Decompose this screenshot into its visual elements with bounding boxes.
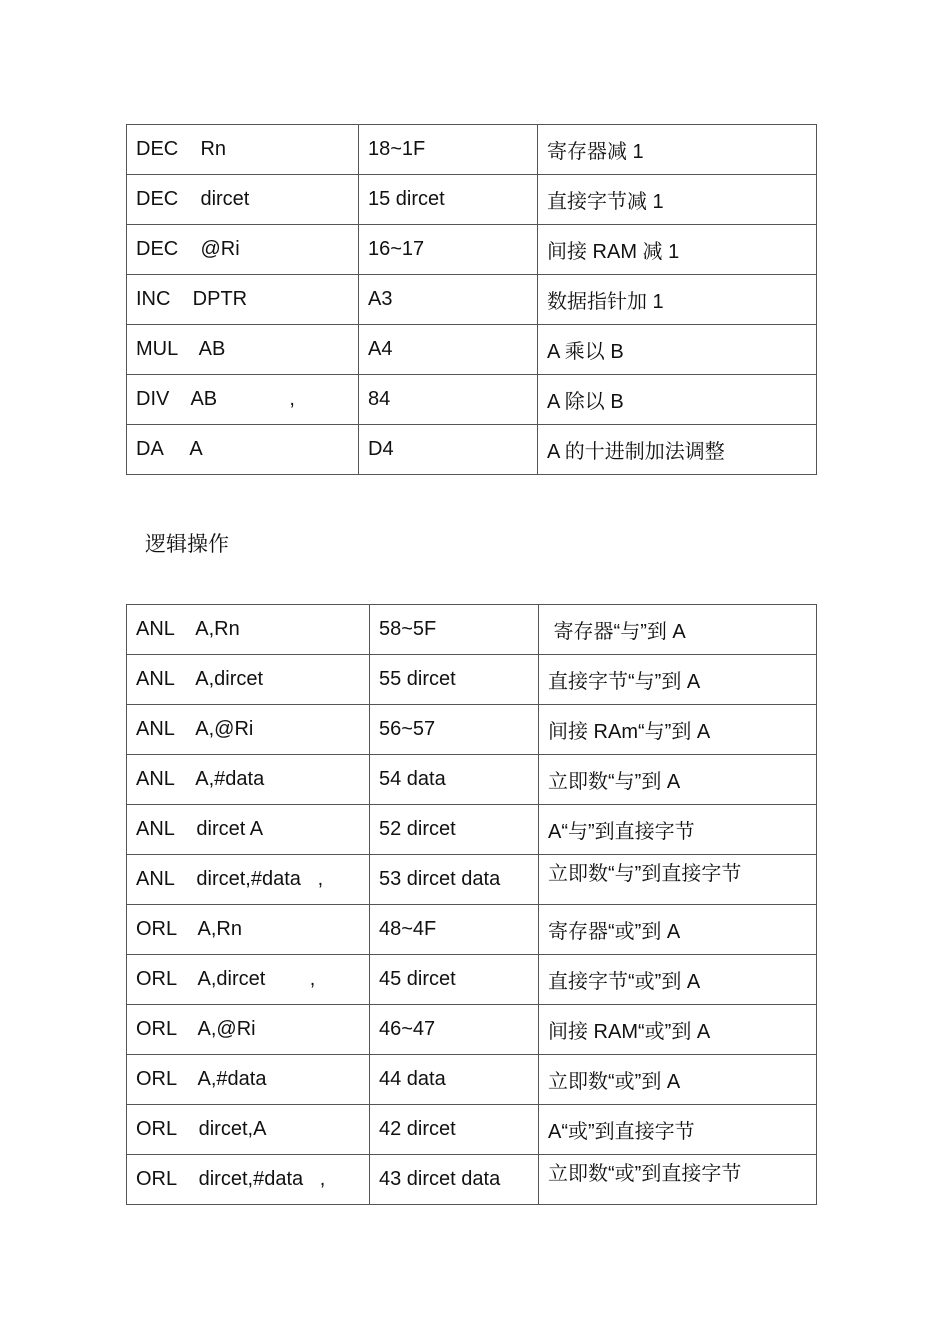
mnemonic-cell: ANL dircet A — [127, 805, 370, 855]
table-row — [127, 855, 817, 905]
description-cell: A 乘以 B — [538, 325, 817, 375]
opcode-cell: A4 — [359, 325, 538, 375]
mnemonic-cell: DEC Rn — [127, 125, 359, 175]
table-row — [127, 1055, 817, 1105]
description-cell: A 的十进制加法调整 — [538, 425, 817, 475]
opcode-cell: 18~1F — [359, 125, 538, 175]
table-row — [127, 1155, 817, 1205]
mnemonic-cell: ANL A,dircet — [127, 655, 370, 705]
table-row — [127, 955, 817, 1005]
mnemonic-cell: ANL dircet,#data , — [127, 855, 370, 905]
opcode-cell: 43 dircet data — [370, 1155, 539, 1205]
description-cell: 间接 RAm“与”到 A — [539, 705, 817, 755]
opcode-cell: 52 dircet — [370, 805, 539, 855]
description-cell: 立即数“或”到 A — [539, 1055, 817, 1105]
mnemonic-cell: ORL A,@Ri — [127, 1005, 370, 1055]
description-cell: A“或”到直接字节 — [539, 1105, 817, 1155]
table-row — [127, 805, 817, 855]
description-cell: 间接 RAM 减 1 — [538, 225, 817, 275]
opcode-cell: 56~57 — [370, 705, 539, 755]
table-row — [127, 1005, 817, 1055]
description-cell: A 除以 B — [538, 375, 817, 425]
mnemonic-cell: ANL A,#data — [127, 755, 370, 805]
mnemonic-cell: DEC @Ri — [127, 225, 359, 275]
opcode-cell: 54 data — [370, 755, 539, 805]
table-row — [127, 1105, 817, 1155]
table-row — [127, 425, 817, 475]
table-row — [127, 705, 817, 755]
opcode-cell: A3 — [359, 275, 538, 325]
description-cell: 直接字节减 1 — [538, 175, 817, 225]
table-row — [127, 325, 817, 375]
table-row — [127, 375, 817, 425]
mnemonic-cell: INC DPTR — [127, 275, 359, 325]
table-row — [127, 125, 817, 175]
description-cell: 寄存器减 1 — [538, 125, 817, 175]
mnemonic-cell: ORL A,Rn — [127, 905, 370, 955]
description-cell: 立即数“与”到直接字节 — [539, 855, 817, 905]
opcode-cell: 48~4F — [370, 905, 539, 955]
opcode-cell: 15 dircet — [359, 175, 538, 225]
table-row — [127, 175, 817, 225]
description-cell: A“与”到直接字节 — [539, 805, 817, 855]
description-cell: 直接字节“与”到 A — [539, 655, 817, 705]
opcode-cell: 44 data — [370, 1055, 539, 1105]
mnemonic-cell: ANL A,@Ri — [127, 705, 370, 755]
opcode-cell: 84 — [359, 375, 538, 425]
mnemonic-cell: DEC dircet — [127, 175, 359, 225]
table-row — [127, 605, 817, 655]
mnemonic-cell: DIV AB , — [127, 375, 359, 425]
mnemonic-cell: DA A — [127, 425, 359, 475]
opcode-cell: 46~47 — [370, 1005, 539, 1055]
mnemonic-cell: ORL A,#data — [127, 1055, 370, 1105]
opcode-cell: 45 dircet — [370, 955, 539, 1005]
description-cell: 立即数“或”到直接字节 — [539, 1155, 817, 1205]
mnemonic-cell: ORL A,dircet , — [127, 955, 370, 1005]
arithmetic-instruction-table — [126, 124, 817, 475]
mnemonic-cell: ANL A,Rn — [127, 605, 370, 655]
table-row — [127, 905, 817, 955]
table-row — [127, 655, 817, 705]
opcode-cell: 53 dircet data — [370, 855, 539, 905]
table-row — [127, 755, 817, 805]
table-row — [127, 225, 817, 275]
opcode-cell: 55 dircet — [370, 655, 539, 705]
description-cell: 直接字节“或”到 A — [539, 955, 817, 1005]
mnemonic-cell: MUL AB — [127, 325, 359, 375]
mnemonic-cell: ORL dircet,A — [127, 1105, 370, 1155]
opcode-cell: 58~5F — [370, 605, 539, 655]
opcode-cell: D4 — [359, 425, 538, 475]
logic-instruction-table — [126, 604, 817, 1205]
table-row — [127, 275, 817, 325]
opcode-cell: 42 dircet — [370, 1105, 539, 1155]
section-heading: 逻辑操作 — [145, 533, 229, 556]
description-cell: 立即数“与”到 A — [539, 755, 817, 805]
description-cell: 数据指针加 1 — [538, 275, 817, 325]
description-cell: 间接 RAM“或”到 A — [539, 1005, 817, 1055]
description-cell: 寄存器“或”到 A — [539, 905, 817, 955]
mnemonic-cell: ORL dircet,#data , — [127, 1155, 370, 1205]
opcode-cell: 16~17 — [359, 225, 538, 275]
description-cell: 寄存器“与”到 A — [539, 605, 817, 655]
